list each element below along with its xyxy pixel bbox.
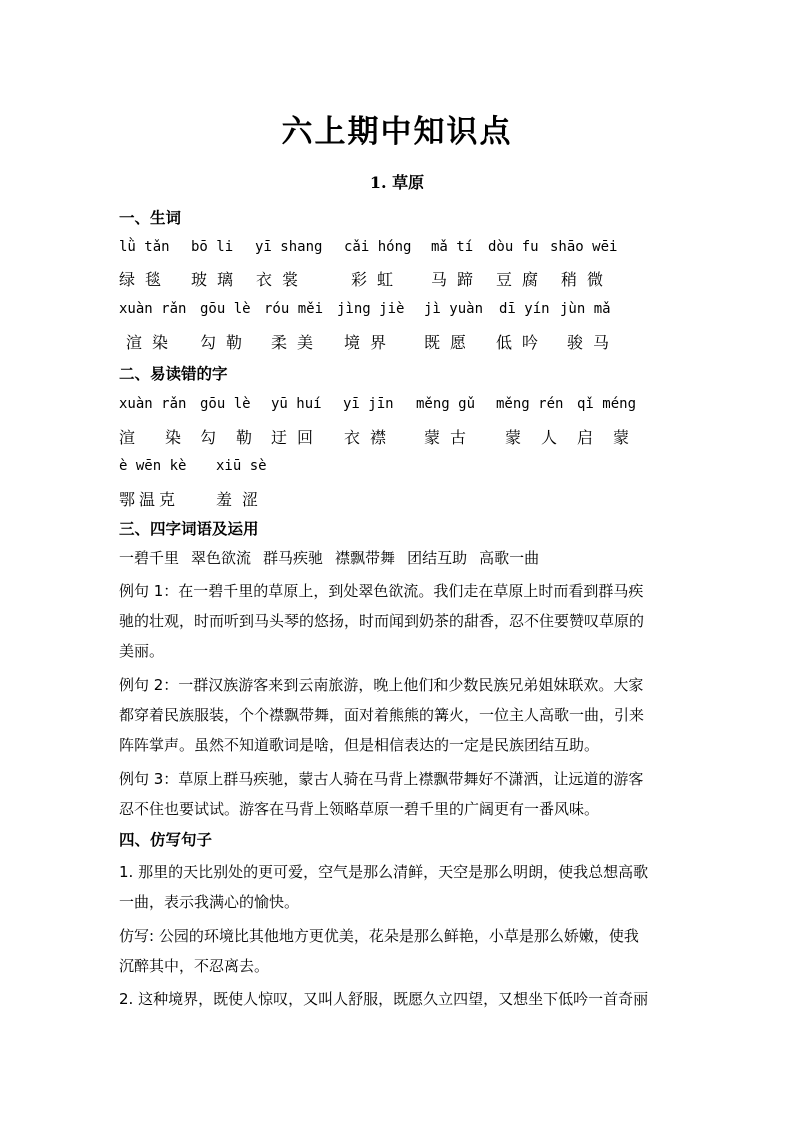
pinyin: è wēn kè [119, 458, 187, 474]
vocab-hanzi-row-1 [0, 267, 794, 293]
pinyin: shāo wēi [550, 239, 618, 255]
word: 蒙古 [424, 428, 477, 447]
pinyin: gōu lè [200, 301, 251, 317]
text-line: 忍不住也要试试。游客在马背上领略草原一碧千里的广阔更有一番风味。 [119, 800, 600, 818]
pinyin: yī shang [255, 239, 323, 255]
pinyin: xuàn rǎn [119, 301, 187, 317]
pinyin: cǎi hóng [344, 239, 412, 255]
text-line: 都穿着民族服装，个个襟飘带舞，面对着熊熊的篝火，一位主人高歌一曲，引来 [119, 706, 645, 724]
text-line: 1. 那里的天比别处的更可爱，空气是那么清鲜，天空是那么明朗，使我总想高歌 [119, 863, 649, 881]
pinyin: gōu lè [200, 396, 251, 412]
word: 衣裳 [256, 270, 309, 289]
idiom-list [119, 547, 551, 568]
imitation-1 [119, 857, 679, 917]
word: 衣襟 [344, 428, 397, 447]
text-line: 仿写: 公园的环境比其他地方更优美，花朵是那么鲜艳，小草是那么娇嫩，使我 [119, 927, 639, 945]
pinyin: jìng jiè [337, 301, 405, 317]
word: 蒙人 [505, 428, 578, 447]
pinyin: bō li [191, 239, 234, 255]
idiom: 群马疾驰 [263, 549, 324, 567]
text-line: 例句 1：在一碧千里的草原上，到处翠色欲流。我们走在草原上时而看到群马疾 [119, 582, 644, 600]
word: 骏马 [567, 333, 620, 352]
word: 羞涩 [216, 490, 269, 509]
pinyin: róu měi [264, 301, 324, 317]
idiom: 高歌一曲 [479, 549, 540, 567]
idiom: 团结互助 [407, 549, 468, 567]
text-line: 2. 这种境界，既使人惊叹，又叫人舒服，既愿久立四望，又想坐下低吟一首奇丽 [119, 990, 649, 1008]
pinyin: dī yín [499, 301, 550, 317]
word: 渲染 [126, 333, 179, 352]
pinyin: yī jīn [343, 396, 394, 412]
word: 既愿 [424, 333, 477, 352]
pinyin: dòu fu [488, 239, 539, 255]
vocab-pinyin-row-2 [0, 301, 794, 327]
text-line: 驰的壮观，时而听到马头琴的悠扬，时而闻到奶茶的甜香，忍不住要赞叹草原的 [119, 612, 645, 630]
hard-hanzi-row-1 [0, 425, 794, 451]
section-heading-idioms: 三、四字词语及运用 [119, 519, 259, 538]
pinyin: yū huí [271, 396, 322, 412]
vocab-pinyin-row-1 [0, 239, 794, 265]
hard-pinyin-row-1 [0, 396, 794, 422]
word: 勾勒 [200, 428, 273, 447]
pinyin: xiū sè [216, 458, 267, 474]
word: 豆腐 [496, 270, 549, 289]
hard-hanzi-row-2 [0, 487, 794, 513]
hard-pinyin-row-2 [0, 458, 794, 484]
word: 勾勒 [200, 333, 253, 352]
word: 马蹄 [431, 270, 484, 289]
example-sentence-2 [119, 670, 679, 760]
pinyin: mǎ tí [431, 239, 474, 255]
imitation-1-answer [119, 921, 679, 981]
word: 渲染 [119, 428, 212, 447]
imitation-2 [119, 984, 679, 1014]
idiom: 翠色欲流 [191, 549, 252, 567]
text-line: 阵阵掌声。虽然不知道歌词是啥，但是相信表达的一定是民族团结互助。 [119, 736, 600, 754]
example-sentence-3 [119, 764, 679, 824]
pinyin: qǐ méng [577, 396, 637, 412]
section-heading-imitation: 四、仿写句子 [119, 830, 213, 849]
word: 稍微 [561, 270, 614, 289]
pinyin: jùn mǎ [560, 301, 611, 317]
word: 鄂温克 [119, 490, 180, 509]
word: 低吟 [496, 333, 549, 352]
text-line: 沉醉其中，不忍离去。 [119, 957, 270, 975]
lesson-title: 1. 草原 [369, 173, 425, 192]
pinyin: jì yuàn [424, 301, 484, 317]
section-heading-hard-chars: 二、易读错的字 [119, 364, 228, 383]
text-line: 一曲，表示我满心的愉快。 [119, 893, 300, 911]
word: 柔美 [271, 333, 324, 352]
word: 彩虹 [351, 270, 404, 289]
word: 玻璃 [191, 270, 244, 289]
idiom: 一碧千里 [119, 549, 180, 567]
pinyin: měng rén [496, 396, 564, 412]
section-heading-vocab: 一、生词 [119, 208, 182, 227]
word: 境界 [344, 333, 397, 352]
text-line: 美丽。 [119, 642, 165, 660]
pinyin: lǜ tǎn [119, 239, 170, 255]
text-line: 例句 2：一群汉族游客来到云南旅游，晚上他们和少数民族兄弟姐妹联欢。大家 [119, 676, 644, 694]
idiom: 襟飘带舞 [335, 549, 396, 567]
word: 启蒙 [577, 428, 650, 447]
vocab-hanzi-row-2 [0, 330, 794, 356]
pinyin: xuàn rǎn [119, 396, 187, 412]
text-line: 例句 3：草原上群马疾驰，蒙古人骑在马背上襟飘带舞好不潇洒，让远道的游客 [119, 770, 644, 788]
example-sentence-1 [119, 576, 679, 666]
word: 迂回 [271, 428, 324, 447]
page-title: 六上期中知识点 [281, 114, 513, 150]
word: 绿毯 [119, 270, 172, 289]
pinyin: měng gǔ [416, 396, 476, 412]
